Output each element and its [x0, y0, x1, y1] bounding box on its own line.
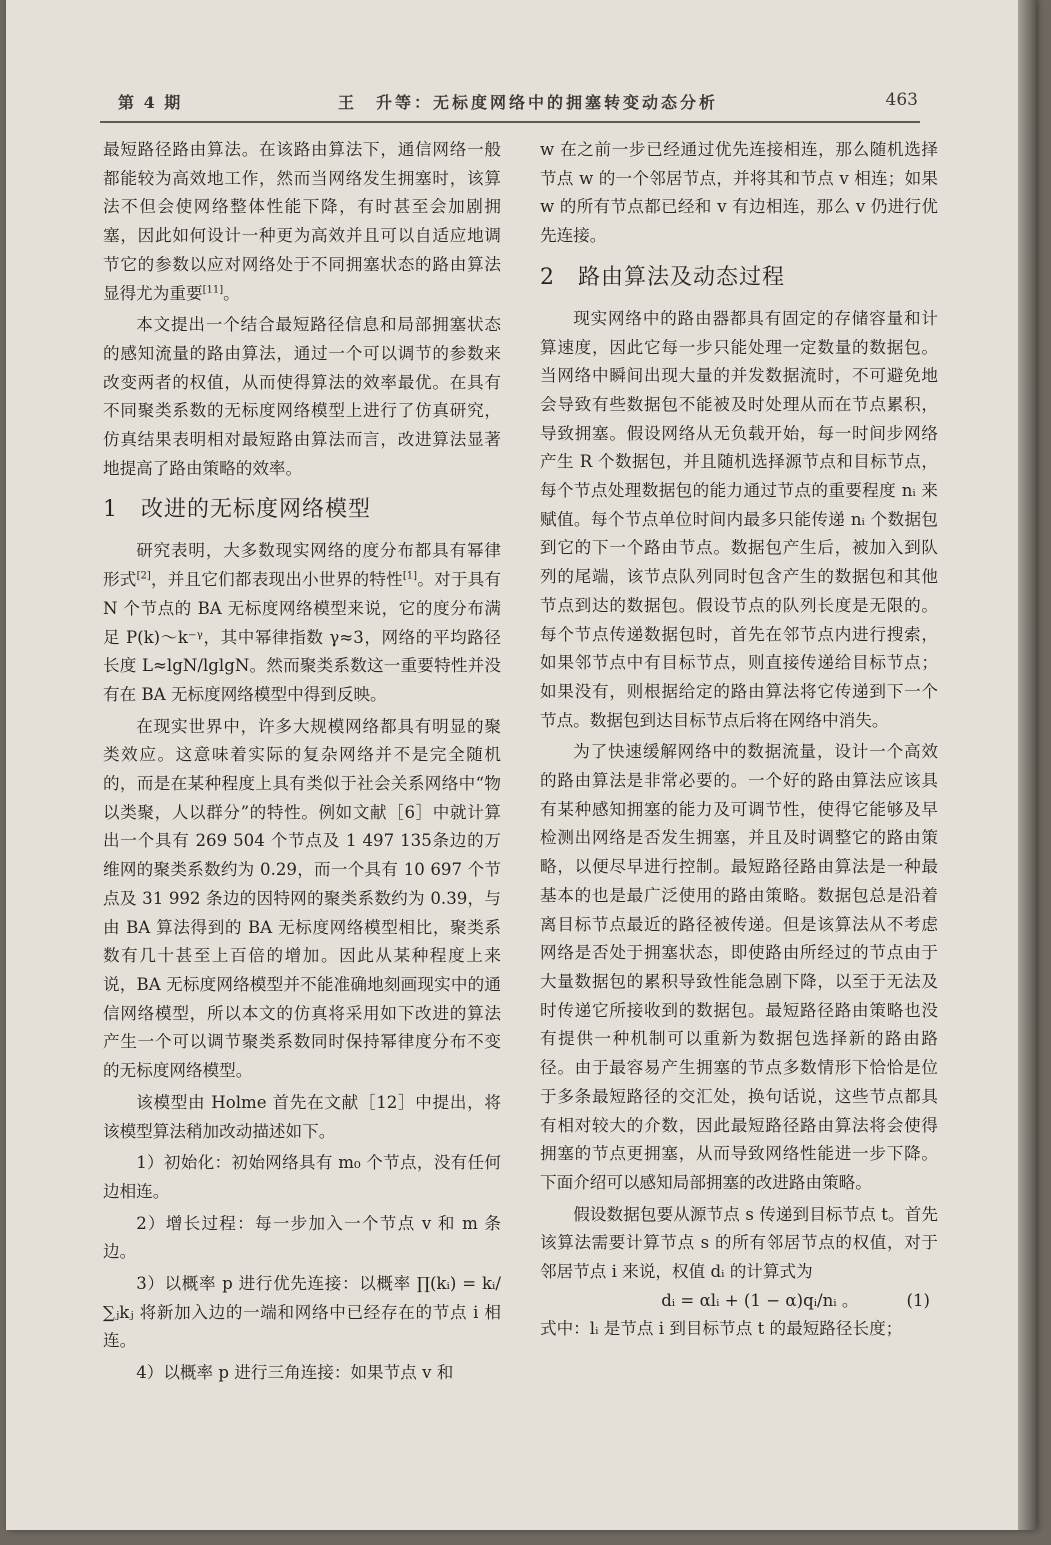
page-edge-shadow [1018, 0, 1036, 1530]
paragraph: 为了快速缓解网络中的数据流量，设计一个高效的路由算法是非常必要的。一个好的路由算法应该具有某种感知拥塞的能力及可调节性，使得它能够及早检测出网络是否发生拥塞，并且及时调整它的路由策略，以便尽早进行控制。最短路径路由算法是一种最基本的也是最广泛使用的路由策略。数据包总是沿着离目标节点最近的路径被传递。但是该算法从不考虑网络是否处于拥塞状态，即使路由所经过的节点由于大量数据包的累积导致性能急剧下降，以至于无法及时传递它所接收到的数据包。最短路径路由策略也没有提供一种机制可以重新为数据包选择新的路由路径。由于最容易产生拥塞的节点多数情形下恰恰是位于多条最短路径的交汇处，换句话说，这些节点都具有相对较大的介数，因此最短路径路由算法将会使得拥塞的节点更拥塞，从而导致网络性能进一步下降。下面介绍可以感知局部拥塞的改进路由策略。 [540, 742, 938, 1192]
page-number: 463 [885, 90, 918, 110]
left-column [103, 136, 501, 1388]
list-item: 2）增长过程：每一步加入一个节点 v 和 m 条边。 [103, 1213, 501, 1262]
paragraph [103, 136, 501, 308]
issue-label: 第 4 期 [118, 93, 183, 112]
paragraph: 在现实世界中，许多大规模网络都具有明显的聚类效应。这意味着实际的复杂网络并不是完全随机的，而是在某种程度上具有类似于社会关系网络中“物以类聚，人以群分”的特性。例如文献［6］中就计算出一个具有 269 504 个节点及 1 497 135条边的万维网的聚类系数约为 0.29，而一个具有 10 697 个节点及 31 992 条边的因特网的聚类系数约为 0.39，与由 BA 算法得到的 BA 无标度网络模型相比，聚类系数有几十甚至上百倍的增加。因此从某种程度上来说，BA 无标度网络模型并不能准确地刻画现实中的通信网络模型，所以本文的仿真将采用如下改进的算法产生一个可以调节聚类系数同时保持幂律度分布不变的无标度网络模型。 [103, 716, 501, 1081]
running-header [100, 86, 918, 116]
section-title: 路由算法及动态过程 [578, 264, 786, 290]
paragraph [103, 537, 501, 709]
paragraph: 现实网络中的路由器都具有固定的存储容量和计算速度，因此它每一步只能处理一定数量的数据包。当网络中瞬间出现大量的并发数据流时，不可避免地会导致有些数据包不能被及时处理从而在节点累积，导致拥塞。假设网络从无负载开始，每一时间步网络产生 R 个数据包，并且随机选择源节点和目标节点，每个节点处理数据包的能力通过节点的重要程度 nᵢ 来赋值。每个节点单位时间内最多只能传递 nᵢ 个数据包到它的下一个路由节点。数据包产生后，被加入到队列的尾端，该节点队列同时包含产生的数据包和其他节点到达的数据包。假设节点的队列长度是无限的。每个节点传递数据包时，首先在邻节点内进行搜索，如果邻节点中有目标节点，则直接传递给目标节点；如果没有，则根据给定的路由算法将它传递到下一个节点。数据包到达目标节点后将在网络中消失。 [540, 308, 938, 730]
section-heading [540, 261, 938, 295]
section-number: 1 [103, 497, 118, 523]
paragraph-text: 。 [223, 283, 240, 303]
equation-block [540, 1287, 938, 1316]
header-rule [100, 121, 920, 123]
running-title: 王 升等：无标度网络中的拥塞转变动态分析 [338, 93, 719, 112]
citation: [2] [136, 570, 151, 582]
right-column [540, 136, 938, 1344]
citation: [11] [202, 283, 224, 295]
section-title: 改进的无标度网络模型 [141, 497, 372, 523]
paragraph: 式中：lᵢ 是节点 i 到目标节点 t 的最短路径长度； [540, 1319, 903, 1339]
paragraph-text: 最短路径路由算法。在该路由算法下，通信网络一般都能较为高效地工作，然而当网络发生拥塞时，该算法不但会使网络整体性能下降，有时甚至会加剧拥塞，因此如何设计一种更为高效并且可以自适应地调节它的参数以应对网络处于不同拥塞状态的路由算法显得尤为重要 [103, 140, 501, 303]
citation: [1] [402, 570, 418, 582]
section-number: 2 [540, 264, 555, 290]
equation-number: (1) [906, 1290, 930, 1310]
paragraph: 假设数据包要从源节点 s 传递到目标节点 t。首先该算法需要计算节点 s 的所有邻居节点的权值，对于邻居节点 i 来说，权值 dᵢ 的计算式为 [540, 1204, 938, 1282]
paragraph-text: 研究表明，大多数现实网络的度分布都具有幂律形式 [103, 541, 501, 590]
journal-page [6, 0, 1036, 1530]
equation: dᵢ = αlᵢ + (1 − α)qᵢ/nᵢ 。 [661, 1290, 859, 1310]
paragraph: 本文提出一个结合最短路径信息和局部拥塞状态的感知流量的路由算法，通过一个可以调节的参数来改变两者的权值，从而使得算法的效率最优。在具有不同聚类系数的无标度网络模型上进行了仿真研究，仿真结果表明相对最短路由算法而言，改进算法显著地提高了路由策略的效率。 [103, 315, 501, 478]
list-item: 4）以概率 p 进行三角连接：如果节点 v 和 [136, 1363, 454, 1383]
paragraph-text: ，并且它们都表现出小世界的特性 [150, 570, 403, 590]
list-item: 3）以概率 p 进行优先连接：以概率 ∏(kᵢ) = kᵢ/∑ⱼkⱼ 将新加入边的一端和网络中已经存在的节点 i 相连。 [103, 1274, 501, 1351]
section-heading [103, 493, 501, 527]
paragraph: w 在之前一步已经通过优先连接相连，那么随机选择节点 w 的一个邻居节点，并将其和节点 v 相连；如果 w 的所有节点都已经和 v 有边相连，那么 v 仍进行优先连接。 [540, 140, 938, 246]
list-item: 1）初始化：初始网络具有 m₀ 个节点，没有任何边相连。 [103, 1153, 501, 1201]
paragraph-text: 。对于具有 N 个节点的 BA 无标度网络模型来说，它的度分布满足 P(k)～k⁻ᵞ，其中幂律指数 γ≈3，网络的平均路径长度 L≈lgN/lglgN。然而聚类系数这一重要特性并没有在 BA 无标度网络模型中得到反映。 [103, 570, 502, 704]
paragraph: 该模型由 Holme 首先在文献［12］中提出，将该模型算法稍加改动描述如下。 [103, 1092, 501, 1141]
